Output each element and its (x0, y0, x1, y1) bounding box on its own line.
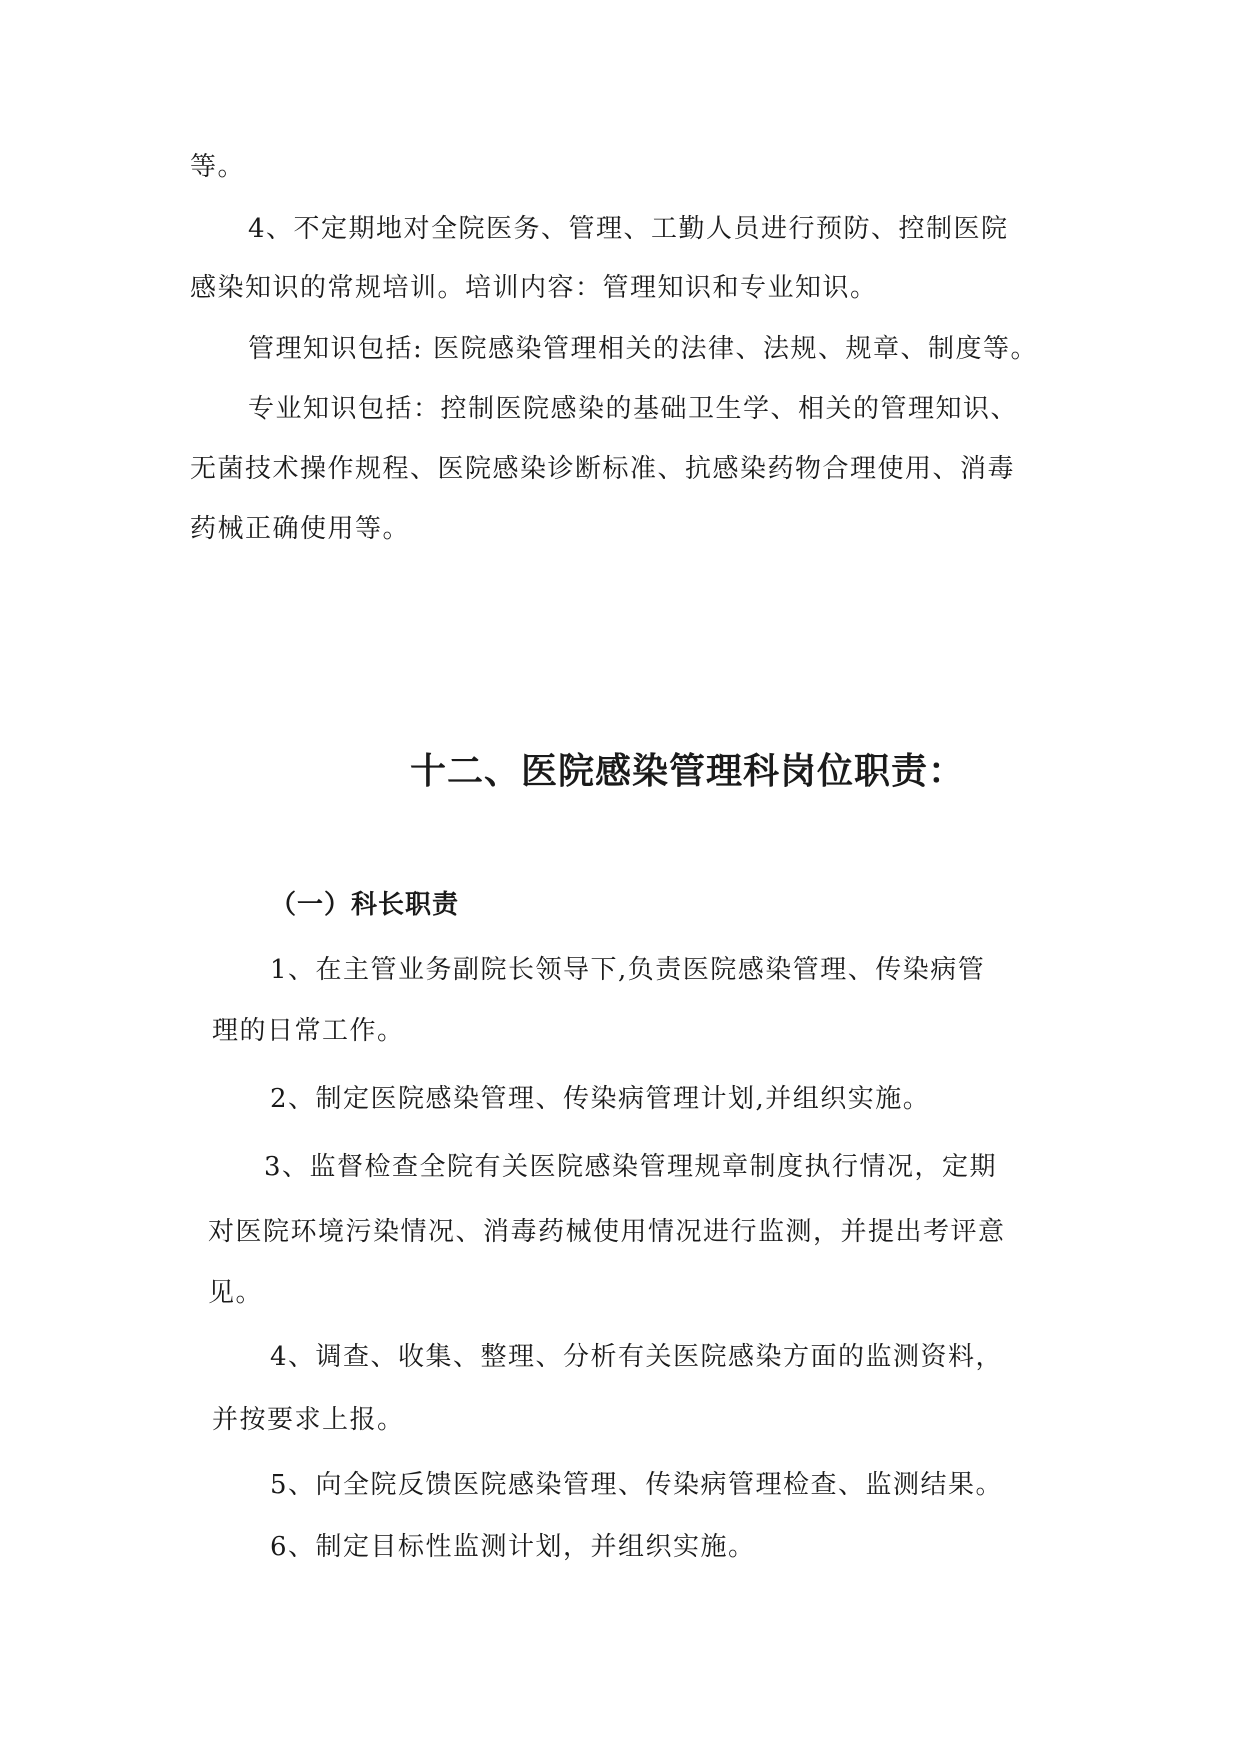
subsection-title: （一）科长职责 (270, 890, 460, 920)
prof-knowledge-line2: 无菌技术操作规程、医院感染诊断标准、抗感染药物合理使用、消毒 (190, 454, 1016, 484)
prof-knowledge-line1: 专业知识包括：控制医院感染的基础卫生学、相关的管理知识、 (248, 394, 1019, 424)
duty3-line1: 3、监督检查全院有关医院感染管理规章制度执行情况，定期 (264, 1152, 998, 1182)
duty4-line2: 并按要求上报。 (212, 1405, 405, 1435)
item4-line1: 4、不定期地对全院医务、管理、工勤人员进行预防、控制医院 (248, 214, 1009, 244)
section-title: 十二、医院感染管理科岗位职责： (410, 751, 966, 792)
duty6-text: 6、制定目标性监测计划，并组织实施。 (270, 1532, 756, 1562)
prof-knowledge-line3: 药械正确使用等。 (190, 514, 411, 544)
duty4-line1: 4、调查、收集、整理、分析有关医院感染方面的监测资料， (270, 1342, 1004, 1372)
item4-line2: 感染知识的常规培训。培训内容：管理知识和专业知识。 (190, 273, 878, 303)
continuation-text: 等。 (190, 152, 246, 182)
duty3-line2: 对医院环境污染情况、消毒药械使用情况进行监测，并提出考评意 (208, 1217, 1006, 1247)
duty1-line2: 理的日常工作。 (212, 1016, 405, 1046)
duty3-line3: 见。 (208, 1278, 264, 1308)
duty1-line1: 1、在主管业务副院长领导下,负责医院感染管理、传染病管 (270, 955, 986, 985)
duty2-text: 2、制定医院感染管理、传染病管理计划,并组织实施。 (270, 1084, 931, 1114)
mgmt-knowledge-text: 管理知识包括: 医院感染管理相关的法律、法规、规章、制度等。 (248, 334, 1039, 364)
duty5-text: 5、向全院反馈医院感染管理、传染病管理检查、监测结果。 (270, 1470, 1004, 1500)
